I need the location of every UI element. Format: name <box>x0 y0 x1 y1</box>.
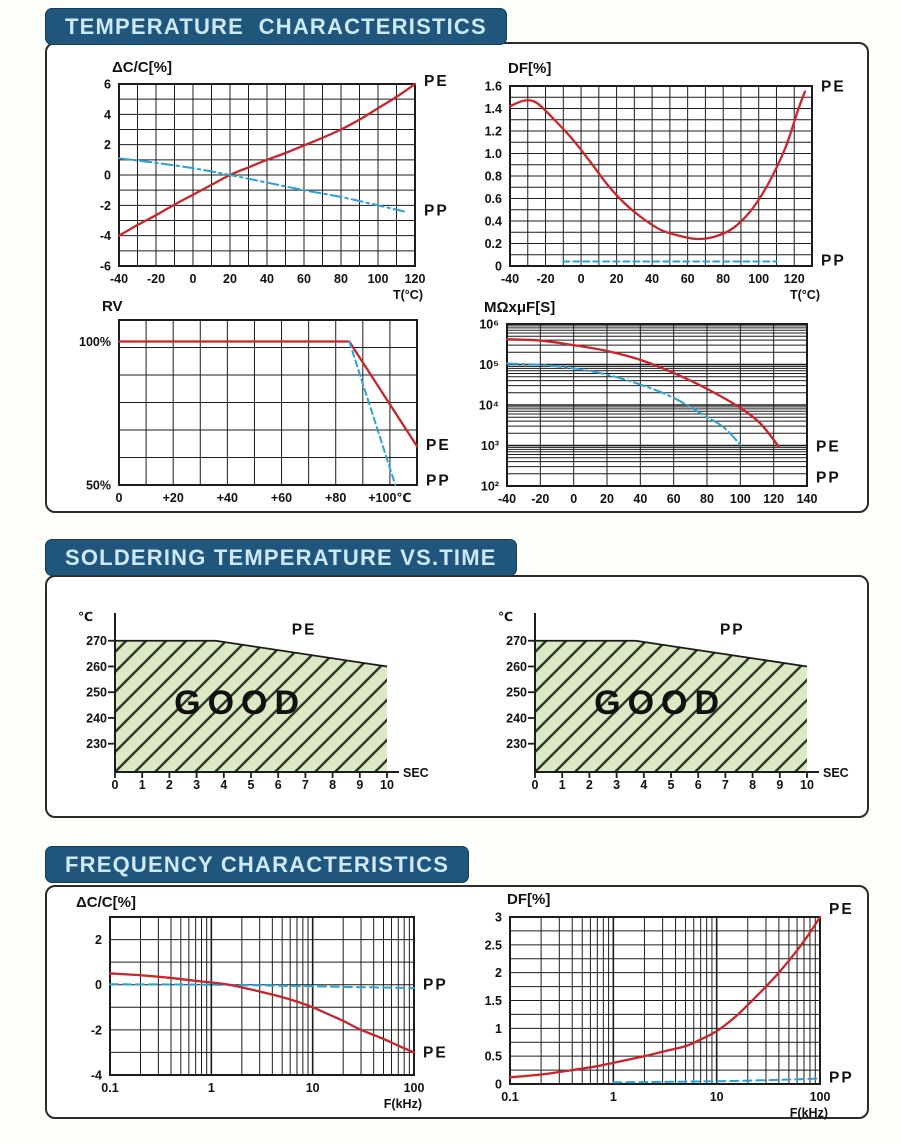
section-title: FREQUENCY CHARACTERISTICS <box>65 851 450 877</box>
y-tick-label: 10⁵ <box>479 358 499 372</box>
chart-capacitance-change-vs-temperature <box>57 54 477 304</box>
x-axis-unit: T(°C) <box>790 288 820 302</box>
y-tick-label: 240 <box>86 711 107 726</box>
x-tick-label: 100 <box>809 1090 831 1104</box>
x-tick-label: 120 <box>763 492 785 506</box>
x-tick-label: 100 <box>367 272 389 286</box>
section-header-frequency <box>45 846 469 883</box>
solder_pp-plot <box>472 595 882 813</box>
x-axis-unit: F(kHz) <box>383 1097 422 1111</box>
x-tick-label: 80 <box>700 492 714 506</box>
y-tick-label: 2 <box>495 966 502 981</box>
chart-soldering-good-region-pp <box>472 595 882 813</box>
x-tick-label: -40 <box>500 272 520 286</box>
x-tick-label: 120 <box>783 272 805 286</box>
y-tick-label: 0.4 <box>484 214 502 229</box>
y-tick-label: 1.4 <box>484 102 502 116</box>
x-tick-label: 0 <box>577 272 585 286</box>
x-tick-label: 0 <box>531 778 539 792</box>
x-tick-label: 120 <box>404 272 426 286</box>
pe-curve <box>510 917 820 1077</box>
grid <box>119 84 415 266</box>
y-tick-label: 1.6 <box>484 79 502 94</box>
x-tick-label: 40 <box>633 492 648 506</box>
x-tick-label: +100℃ <box>368 491 412 505</box>
x-tick-label: 100 <box>403 1081 425 1095</box>
pp-label: PP <box>821 252 846 270</box>
section-header-temperature <box>45 8 507 45</box>
x-tick-label: -20 <box>536 272 555 286</box>
y-tick-label: 270 <box>86 634 107 649</box>
x-tick-label: 0 <box>189 272 197 286</box>
y-unit-label: ℃ <box>78 610 94 624</box>
x-tick-label: 8 <box>749 778 757 792</box>
pe-label: PE <box>821 78 846 96</box>
x-tick-label: 20 <box>600 492 614 506</box>
y-tick-label: 0 <box>495 1077 502 1092</box>
x-tick-label: 140 <box>796 492 818 506</box>
x-tick-label: +60 <box>270 491 293 505</box>
y-tick-label: -6 <box>99 259 111 274</box>
x-tick-label: 40 <box>260 272 274 286</box>
x-tick-label: 3 <box>193 778 201 792</box>
x-tick-label: 1 <box>558 778 566 792</box>
section-title: TEMPERATURE CHARACTERISTICS <box>65 13 487 39</box>
x-tick-label: 0.1 <box>501 1090 519 1104</box>
x-tick-label: 0 <box>111 778 119 792</box>
x-tick-label: 9 <box>356 778 364 792</box>
y-tick-label: 4 <box>104 107 111 122</box>
pe-curve <box>119 342 417 447</box>
x-tick-label: 6 <box>694 778 702 792</box>
x-tick-label: 4 <box>640 778 648 792</box>
freq_df-plot <box>445 890 869 1122</box>
grid <box>510 917 820 1084</box>
x-tick-label: 40 <box>645 272 660 286</box>
x-tick-label: 10 <box>709 1090 724 1104</box>
x-unit-label: SEC <box>823 766 849 780</box>
y-tick-label: 1 <box>495 1021 502 1036</box>
y-tick-label: 1.0 <box>484 147 502 161</box>
y-tick-label: 1.5 <box>484 994 502 1008</box>
x-tick-label: +20 <box>162 491 184 505</box>
x-tick-label: 60 <box>680 272 695 286</box>
y-tick-label: 260 <box>506 659 527 674</box>
pe-label: PE <box>291 621 317 639</box>
x-tick-label: -20 <box>531 492 550 506</box>
y-tick-label: 10⁶ <box>479 317 499 332</box>
x-tick-label: 10 <box>800 778 814 792</box>
y-tick-label: 10³ <box>480 439 499 453</box>
solder_pe-plot <box>52 595 462 813</box>
chart-title: ΔC/C[%] <box>112 59 172 76</box>
y-tick-label: 0.6 <box>484 192 502 206</box>
y-tick-label: 10² <box>480 479 499 494</box>
y-tick-label: -2 <box>90 1023 102 1038</box>
pe-label: PE <box>816 438 841 456</box>
x-tick-label: 20 <box>609 272 624 286</box>
grid <box>510 86 812 266</box>
chart-title: ΔC/C[%] <box>76 894 136 911</box>
pe-label: PE <box>829 901 854 918</box>
section-box-frequency <box>45 885 869 1119</box>
pp-curve <box>119 158 404 211</box>
chart-title: DF[%] <box>508 60 552 77</box>
section-header-soldering <box>45 539 517 576</box>
x-tick-label: 7 <box>721 778 729 792</box>
y-tick-label: 250 <box>506 685 527 700</box>
x-tick-label: 5 <box>247 778 255 792</box>
y-tick-label: 50% <box>85 478 111 493</box>
y-unit-label: ℃ <box>498 610 514 624</box>
y-tick-label: 230 <box>86 737 107 752</box>
x-tick-label: 2 <box>165 778 173 792</box>
section-box-soldering <box>45 575 869 818</box>
pp-label: PP <box>816 469 841 487</box>
grid <box>119 320 417 485</box>
x-tick-label: 20 <box>223 272 237 286</box>
y-tick-label: 0 <box>495 259 502 274</box>
x-tick-label: 0 <box>570 492 578 506</box>
x-tick-label: +80 <box>325 491 347 505</box>
chart-capacitance-change-vs-frequency <box>52 890 472 1122</box>
x-tick-label: 80 <box>716 272 731 286</box>
y-tick-label: 240 <box>506 711 527 726</box>
x-tick-label: -20 <box>146 272 166 286</box>
y-tick-label: 100% <box>79 335 111 350</box>
x-tick-label: 6 <box>274 778 282 792</box>
grid <box>507 324 807 486</box>
x-tick-label: 1 <box>138 778 146 792</box>
y-tick-label: -4 <box>90 1068 102 1083</box>
x-tick-label: 0 <box>115 491 123 505</box>
good-label: GOOD <box>594 684 727 723</box>
section-title: SOLDERING TEMPERATURE VS.TIME <box>65 544 497 570</box>
good-label: GOOD <box>174 684 307 723</box>
chart-title: MΩxμF[S] <box>484 299 556 316</box>
chart-rated-voltage-vs-temperature <box>57 294 477 509</box>
y-tick-label: 0 <box>104 168 111 183</box>
x-tick-label: 100 <box>729 492 751 506</box>
x-tick-label: 60 <box>297 272 311 286</box>
chart-title: DF[%] <box>507 891 551 908</box>
x-tick-label: 1 <box>609 1090 617 1104</box>
y-tick-label: 0.2 <box>484 237 502 251</box>
x-tick-label: 5 <box>667 778 675 792</box>
pp-label: PP <box>423 976 448 994</box>
x-axis-unit: T(°C) <box>393 288 423 302</box>
plot-border <box>110 917 414 1075</box>
x-axis-unit: F(kHz) <box>789 1106 828 1120</box>
x-unit-label: SEC <box>403 766 429 780</box>
chart-dissipation-factor-vs-frequency <box>445 890 869 1122</box>
y-tick-label: 260 <box>86 659 107 674</box>
y-tick-label: 2.5 <box>484 938 502 953</box>
freq_dc-plot <box>52 890 472 1122</box>
x-tick-label: +40 <box>216 491 238 505</box>
x-tick-label: 7 <box>301 778 309 792</box>
chart-insulation-resistance-vs-temperature <box>445 294 869 510</box>
y-tick-label: -4 <box>99 229 111 244</box>
pp-label: PP <box>426 472 451 490</box>
pp-curve <box>349 342 395 485</box>
y-tick-label: 3 <box>495 910 502 925</box>
y-tick-label: -2 <box>99 198 111 213</box>
y-tick-label: 6 <box>104 77 111 92</box>
chart-dissipation-factor-vs-temperature <box>445 54 869 304</box>
pe-label: PE <box>426 436 451 454</box>
x-tick-label: 9 <box>776 778 784 792</box>
y-tick-label: 0.8 <box>484 169 502 184</box>
x-tick-label: 2 <box>585 778 593 792</box>
pp-label: PP <box>719 621 745 639</box>
x-tick-label: 8 <box>329 778 337 792</box>
y-tick-label: 2 <box>104 138 111 153</box>
ir-plot <box>445 294 869 510</box>
chart-soldering-good-region-pe <box>52 595 462 813</box>
grid <box>110 917 414 1075</box>
x-tick-label: -40 <box>497 492 517 506</box>
y-tick-label: 10⁴ <box>478 398 499 413</box>
x-tick-label: 1 <box>207 1081 215 1095</box>
temp_df-plot <box>445 54 869 304</box>
section-frequency-characteristics <box>45 846 869 1119</box>
y-tick-label: 270 <box>506 634 527 649</box>
pe-label: PE <box>423 1044 448 1062</box>
pe-curve <box>510 92 805 239</box>
x-tick-label: 100 <box>748 272 770 286</box>
x-tick-label: 10 <box>305 1081 320 1095</box>
section-box-temperature <box>45 42 869 513</box>
pe-label: PE <box>424 73 449 90</box>
x-tick-label: 3 <box>613 778 621 792</box>
x-tick-label: 80 <box>334 272 348 286</box>
chart-title: RV <box>102 298 123 315</box>
y-tick-label: 1.2 <box>484 124 502 139</box>
section-temperature-characteristics <box>45 8 869 513</box>
y-tick-label: 230 <box>506 737 527 752</box>
x-tick-label: 0.1 <box>101 1081 119 1095</box>
x-tick-label: 4 <box>220 778 228 792</box>
section-soldering-temperature-vs-time <box>45 539 869 818</box>
y-tick-label: 250 <box>86 685 107 700</box>
y-tick-label: 2 <box>95 933 102 948</box>
y-tick-label: 0 <box>95 978 102 993</box>
temp_dc-plot <box>57 54 477 304</box>
rv-plot <box>57 294 477 509</box>
pp-label: PP <box>829 1069 854 1087</box>
x-tick-label: 10 <box>380 778 394 792</box>
pp-label: PP <box>424 202 449 220</box>
y-tick-label: 0.5 <box>484 1049 502 1064</box>
x-tick-label: 60 <box>666 492 681 506</box>
x-tick-label: -40 <box>109 272 129 286</box>
